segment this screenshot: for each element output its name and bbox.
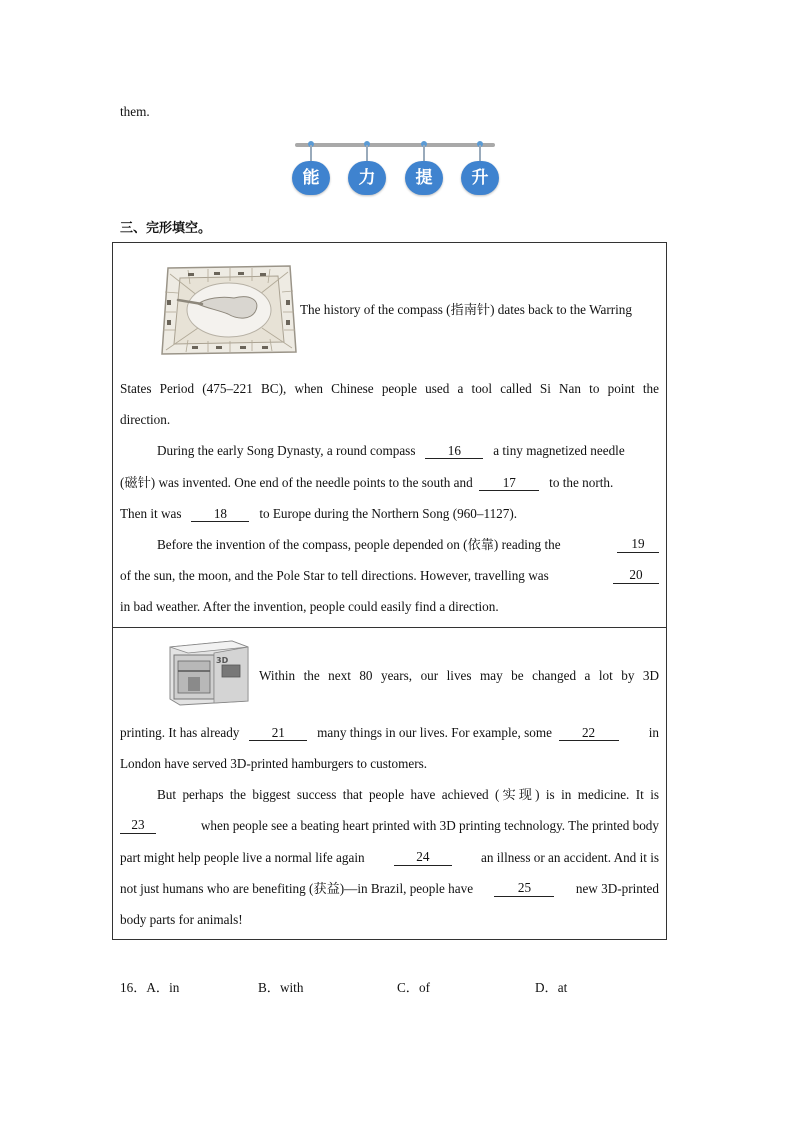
p1-text: Before the invention of the compass, people depended on (依靠) reading the bbox=[157, 537, 561, 552]
banner-badge-4: 升 bbox=[461, 161, 499, 195]
passage-divider bbox=[112, 627, 667, 628]
p1-text: During the early Song Dynasty, a round compass bbox=[157, 443, 416, 458]
option-a[interactable]: A．in bbox=[146, 980, 180, 995]
section-heading: 三、完形填空。 bbox=[120, 221, 212, 236]
blank-16[interactable]: 16 bbox=[425, 444, 483, 459]
p1-text: of the sun, the moon, and the Pole Star to tell directions. However, travelling was bbox=[120, 568, 549, 583]
p2-text: in bbox=[648, 725, 659, 740]
p1-line2: States Period (475–221 BC), when Chinese people used a tool called Si Nan to point the bbox=[120, 381, 659, 396]
banner-badge-3: 提 bbox=[405, 161, 443, 195]
p1-line3: direction. bbox=[120, 412, 171, 427]
p2-line1: Within the next 80 years, our lives may be changed a lot by 3D bbox=[259, 668, 659, 683]
option-d[interactable]: D．at bbox=[535, 980, 568, 995]
3d-printer-image bbox=[162, 637, 252, 707]
blank-20[interactable]: 20 bbox=[613, 568, 659, 584]
p1-line7 bbox=[157, 537, 659, 553]
p2-text bbox=[120, 725, 619, 741]
page-fragment-text: them. bbox=[120, 104, 150, 119]
p2-text: part might help people live a normal life again bbox=[120, 850, 365, 865]
p2-line4: But perhaps the biggest success that people have achieved (实现) is in medicine. It is bbox=[157, 787, 659, 802]
blank-25[interactable]: 25 bbox=[494, 881, 554, 897]
p1-line5 bbox=[120, 475, 613, 491]
p2-line3: London have served 3D-printed hamburgers to customers. bbox=[120, 756, 428, 771]
banner-badge-1: 能 bbox=[292, 161, 330, 195]
p2-line2 bbox=[120, 725, 659, 741]
p2-line7 bbox=[120, 881, 659, 897]
option-c[interactable]: C．of bbox=[397, 980, 430, 995]
p1-line9: in bad weather. After the invention, people could easily find a direction. bbox=[120, 599, 499, 614]
blank-19[interactable]: 19 bbox=[617, 537, 659, 553]
blank-21[interactable]: 21 bbox=[249, 726, 307, 741]
p2-line6 bbox=[120, 850, 659, 866]
option-b[interactable]: B．with bbox=[258, 980, 304, 995]
p2-line5 bbox=[120, 818, 659, 834]
printer-3d-label: 3D bbox=[216, 656, 229, 665]
p1-line8 bbox=[120, 568, 659, 584]
blank-22[interactable]: 22 bbox=[559, 726, 619, 741]
blank-17[interactable]: 17 bbox=[479, 476, 539, 491]
p1-text: a tiny magnetized needle bbox=[493, 443, 625, 458]
question-16 bbox=[120, 980, 179, 996]
p2-text: many things in our lives. For example, some bbox=[317, 725, 552, 740]
p2-text: not just humans who are benefiting (获益)—in Brazil, people have bbox=[120, 881, 474, 896]
blank-18[interactable]: 18 bbox=[191, 507, 249, 522]
p2-text: an illness or an accident. And it is bbox=[481, 850, 659, 865]
blank-23[interactable]: 23 bbox=[120, 818, 156, 834]
p1-text: to Europe during the Northern Song (960–1127). bbox=[259, 506, 518, 521]
compass-image bbox=[158, 264, 298, 356]
p2-text: when people see a beating heart printed with 3D printing technology. The printed body bbox=[200, 818, 659, 833]
p2-text: printing. It has already bbox=[120, 725, 240, 740]
p2-text: new 3D-printed bbox=[575, 881, 659, 896]
p1-line4 bbox=[157, 443, 625, 459]
p1-line6 bbox=[120, 506, 517, 522]
p1-text: (磁针) was invented. One end of the needle points to the south and bbox=[120, 475, 473, 490]
question-number: 16． bbox=[120, 980, 147, 995]
p1-text: Then it was bbox=[120, 506, 182, 521]
blank-24[interactable]: 24 bbox=[394, 850, 452, 866]
p2-line8: body parts for animals! bbox=[120, 912, 243, 927]
p1-text: to the north. bbox=[549, 475, 614, 490]
banner-badge-2: 力 bbox=[348, 161, 386, 195]
p1-line1: The history of the compass (指南针) dates back to the Warring bbox=[300, 302, 632, 317]
